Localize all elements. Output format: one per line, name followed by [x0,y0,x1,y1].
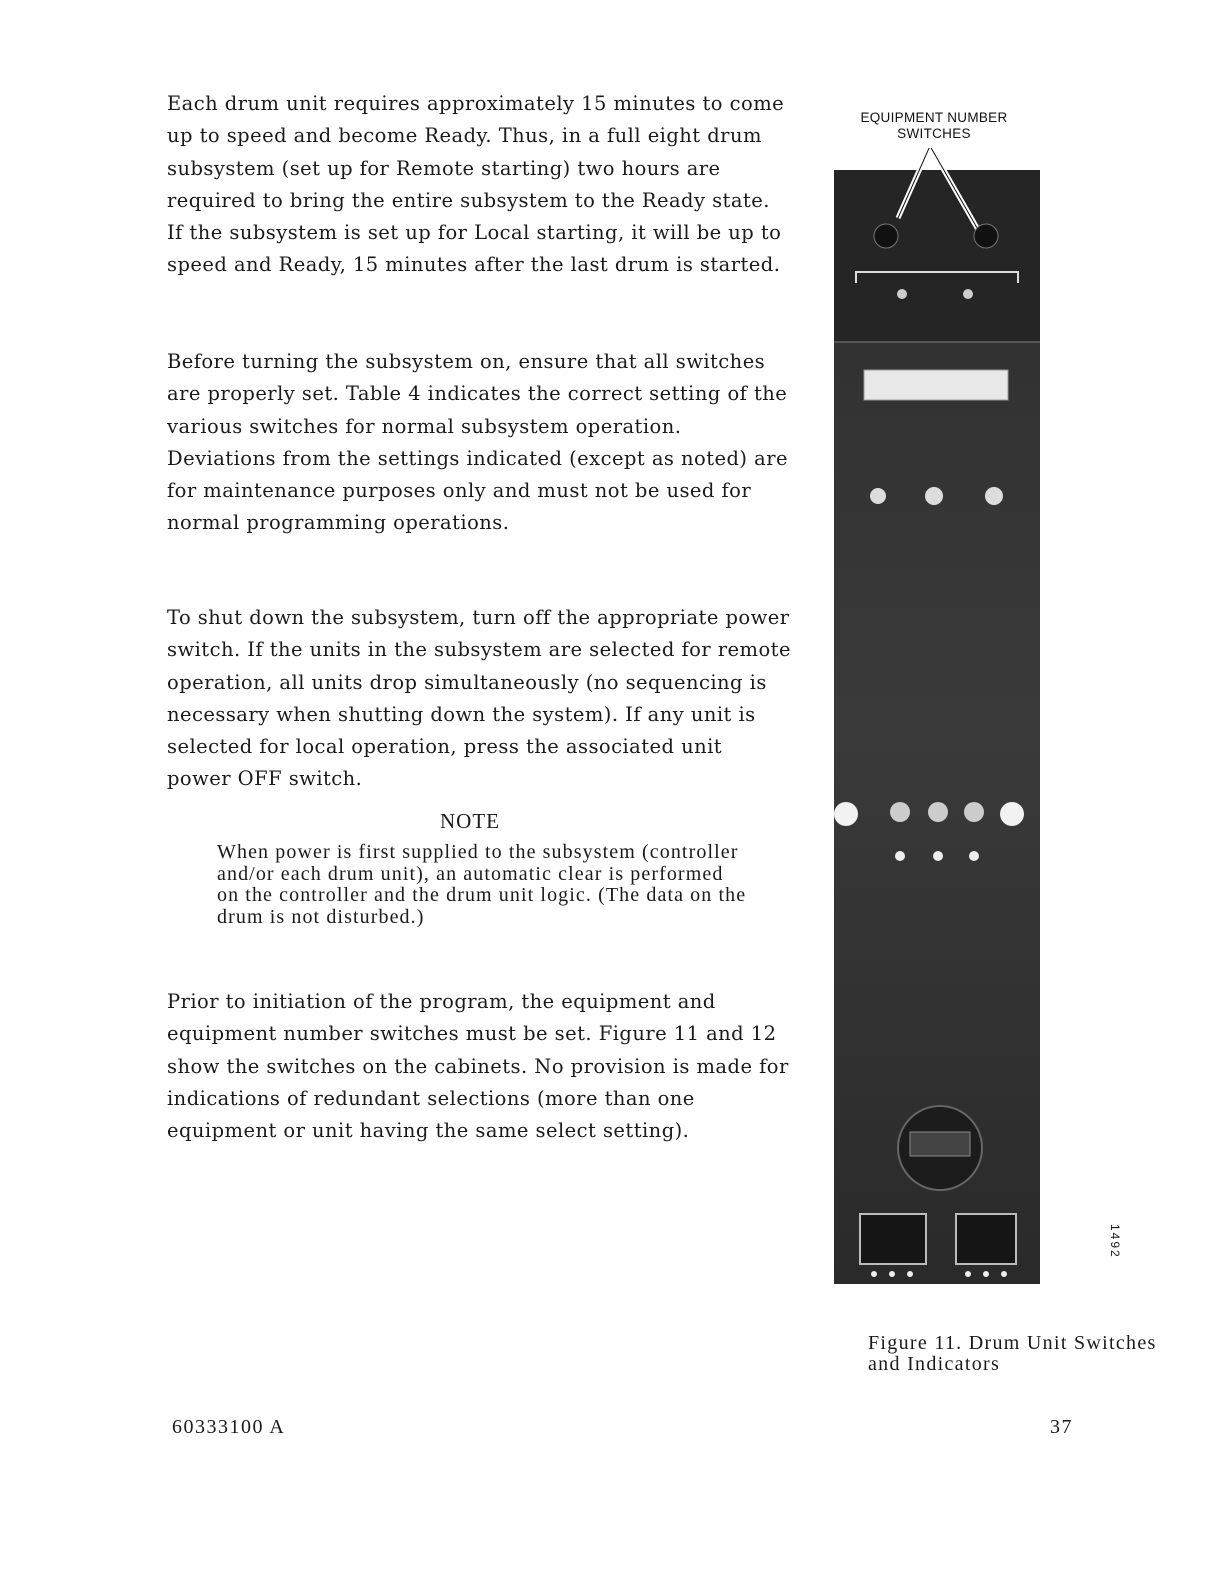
figure-caption: Figure 11. Drum Unit Switches and Indicators [868,1332,1157,1375]
body-paragraph-2: Before turning the subsystem on, ensure that all switches are properly set. Table 4 indicates the correct setting of the various switches for normal subsystem operation. Deviations from the settings indicated (except as noted) are for maintenance purposes only and must not be used for normal programming operations. [167,350,788,535]
page-number: 37 [1050,1416,1073,1438]
document-number: 60333100 A [172,1416,286,1438]
figure-callout-label: EQUIPMENT NUMBER SWITCHES [860,110,1008,141]
body-paragraph-1: Each drum unit requires approximately 15 minutes to come up to speed and become Ready. Thus, in a full eight drum subsystem (set up for Remote starting) two hours are required to bring the entire subsystem to the Ready state. If the subsystem is set up for Local starting, it will be up to speed and Ready, 15 minutes after the last drum is started. [167,92,785,277]
note-body: When power is first supplied to the subsystem (controller and/or each drum unit), an automatic clear is performed on the controller and the drum unit logic. (The data on the drum is not disturbed.) [217,841,747,928]
photo-id-number: 1492 [1108,1224,1122,1259]
drum-unit-panel-photo [834,148,1040,1284]
body-paragraph-3: To shut down the subsystem, turn off the appropriate power switch. If the units in the subsystem are selected for remote operation, all units drop simultaneously (no sequencing is necessary when shutting down the system). If any unit is selected for local operation, press the associated unit power OFF switch. [167,606,791,791]
note-title: NOTE [440,809,500,833]
body-paragraph-4: Prior to initiation of the program, the equipment and equipment number switches must be set. Figure 11 and 12 show the switches on the cabinets. No provision is made for indications of redundant selections (more than one equipment or unit having the same select setting). [167,990,789,1143]
